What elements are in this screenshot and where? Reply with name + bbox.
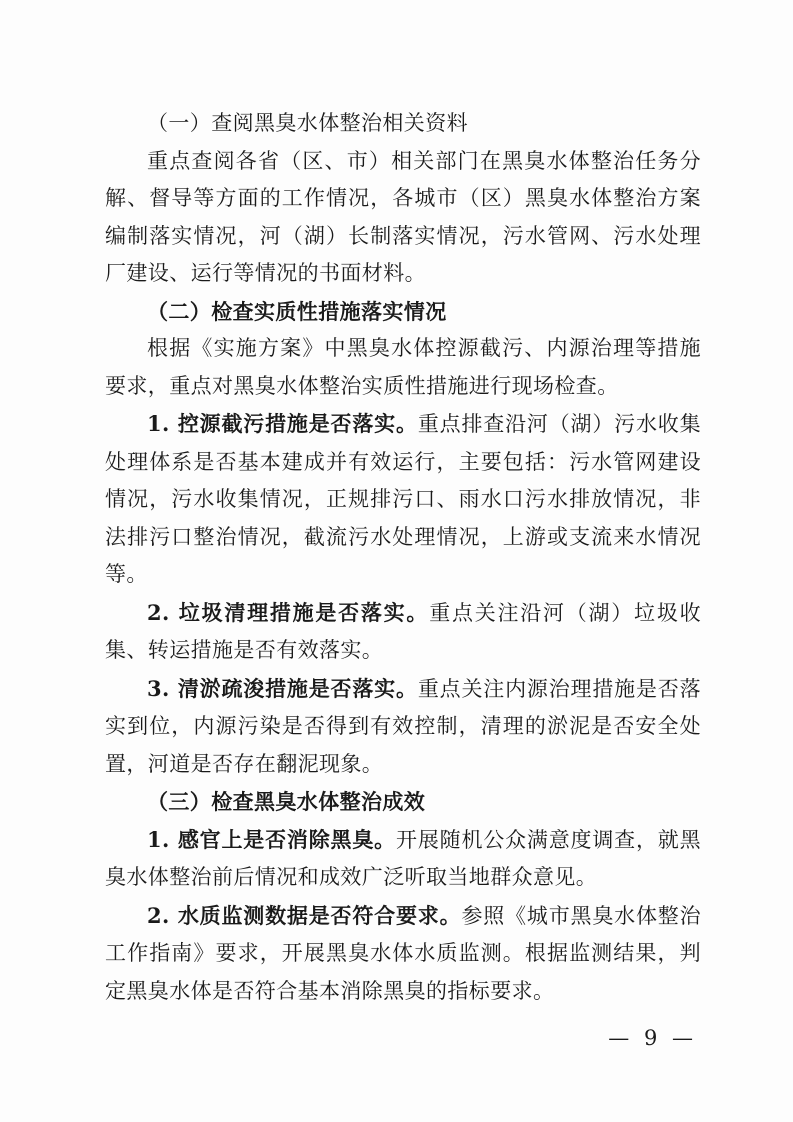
section-2-item-2-title: 2. 垃圾清理措施是否落实。 [147,599,430,625]
section-1-heading: （一）查阅黑臭水体整治相关资料 [147,111,468,135]
section-2-item-3-text: 重点关注内源治理措施是否落实到位，内源污染是否得到有效控制，清理的淤泥是否安全处置，河道是否存在翻泥现象。 [105,676,701,776]
section-3-item-1-text: 开展随机公众满意度调查，就黑臭水体整治前后情况和成效广泛听取当地群众意见。 [105,827,701,889]
section-2-item-1 [105,405,701,594]
section-3-item-2-title: 2. 水质监测数据是否符合要求。 [147,902,462,928]
section-1-paragraph: 重点查阅各省（区、市）相关部门在黑臭水体整治任务分解、督导等方面的工作情况，各城市（区）黑臭水体整治方案编制落实情况，河（湖）长制落实情况，污水管网、污水处理厂建设、运行等情况的书面材料。 [105,148,701,285]
section-3-item-2 [105,897,701,1011]
section-3-heading: （三）检查黑臭水体整治成效 [147,789,426,814]
section-2-item-1-title: 1. 控源截污措施是否落实。 [147,411,418,436]
section-3-item-1 [105,821,701,897]
section-2-item-3-title: 3. 清淤疏浚措施是否落实。 [147,675,418,701]
section-2-item-1-text: 重点排查沿河（湖）污水收集处理体系是否基本建成并有效运行，主要包括：污水管网建设情况，污水收集情况，正规排污口、雨水口污水排放情况，非法排污口整治情况，截流污水处理情况，上游或支流来水情况等。 [105,412,701,586]
section-2-item-3 [105,670,701,784]
page-content [105,105,701,1010]
section-3-item-1-title: 1. 感官上是否消除黑臭。 [147,826,396,852]
page-number: — 9 — [608,1026,697,1050]
section-2-intro: 根据《实施方案》中黑臭水体控源截污、内源治理等措施要求，重点对黑臭水体整治实质性措施进行现场检查。 [105,336,701,398]
section-2-item-2 [105,594,701,670]
section-2-item-2-text: 重点关注沿河（湖）垃圾收集、转运措施是否有效落实。 [105,600,701,662]
section-3-item-2-text: 参照《城市黑臭水体整治工作指南》要求，开展黑臭水体水质监测。根据监测结果，判定黑臭水体是否符合基本消除黑臭的指标要求。 [105,903,701,1003]
section-2-heading: （二）检查实质性措施落实情况 [147,298,447,324]
